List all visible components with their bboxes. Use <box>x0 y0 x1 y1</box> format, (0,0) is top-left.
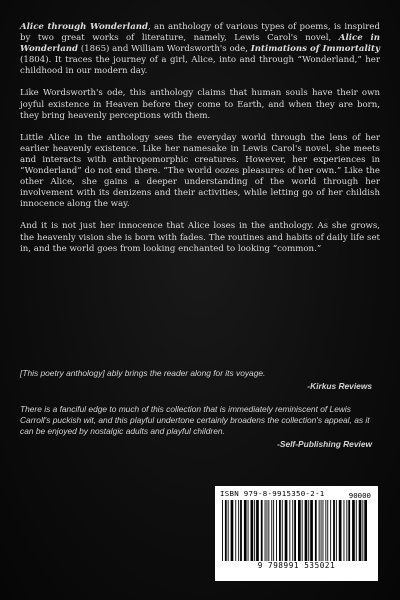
barcode-bar <box>265 500 266 562</box>
barcode-bar <box>336 500 337 562</box>
isbn-barcode <box>215 486 378 581</box>
barcode-bar <box>292 500 293 562</box>
barcode-bar <box>276 500 277 562</box>
barcode-bar <box>359 500 362 562</box>
barcode-bar <box>348 500 350 562</box>
price-code: 90000 <box>348 491 371 500</box>
barcode-bar <box>228 500 229 562</box>
isbn-label: ISBN 979-8-9915350-2-1 <box>220 489 325 498</box>
barcode-bar <box>273 500 274 562</box>
review-quote: There is a fanciful edge to much of this collection that is immediately reminiscent of Lewis Carroll's puckish wit, and this playful undertone certainly broadens the collection's appeal, as it can be enjoyed by nostalgic adults and playful children. <box>20 404 370 436</box>
barcode-bar <box>339 500 342 562</box>
barcode-bar <box>352 500 355 562</box>
review-kirkus <box>20 368 372 392</box>
barcode-bar <box>254 500 255 562</box>
barcode-bar <box>298 500 301 562</box>
barcode-bar <box>308 500 309 562</box>
barcode-bar <box>235 500 236 562</box>
blurb <box>20 22 380 266</box>
review-quote: [This poetry anthology] ably brings the reader along for its voyage. <box>20 368 266 378</box>
blurb-paragraph-4: And it is not just her innocence that Alice loses in the anthology. As she grows, the heavenly vision she is born with fades. The routines and habits of daily life set in, and the world goes from looking enchanted to looking “common.” <box>20 221 380 254</box>
barcode-bar <box>279 500 281 562</box>
barcode-bar <box>346 500 347 562</box>
barcode-bar <box>231 500 234 562</box>
barcode-bar <box>319 500 320 562</box>
referenced-work-novel: Alice in Wonderland <box>20 33 381 55</box>
blurb-text: (1865) and William Wordsworth's ode, <box>78 44 251 55</box>
barcode-bar <box>248 500 249 562</box>
barcode-bar <box>315 500 317 562</box>
barcode-bars <box>220 500 373 562</box>
barcode-bar <box>325 500 326 562</box>
barcode-bar <box>364 500 367 562</box>
barcode-bar <box>225 500 227 562</box>
barcode-bar <box>327 500 328 562</box>
blurb-paragraph-1 <box>20 22 380 77</box>
barcode-bar <box>267 500 268 562</box>
barcode-bar <box>323 500 324 562</box>
barcode-bar <box>344 500 345 562</box>
barcode-digits: 9 798991 535021 <box>220 561 373 570</box>
barcode-bar <box>271 500 272 562</box>
book-title: Alice through Wonderland <box>20 22 149 32</box>
blurb-paragraph-2: Like Wordsworth's ode, this anthology claims that human souls have their own joyful existence in Heaven before they come to Earth, and when they are born, they bring heavenly perceptions with them. <box>20 88 380 121</box>
review-self-publishing <box>20 404 372 450</box>
barcode-bar <box>330 500 331 562</box>
barcode-bar <box>261 500 263 562</box>
review-source: -Self-Publishing Review <box>277 439 372 449</box>
barcode-bar <box>282 500 283 562</box>
barcode-bar <box>222 500 223 562</box>
barcode-bar <box>268 500 269 562</box>
barcode-bar <box>302 500 303 562</box>
blurb-text: (1804). It traces the journey of a girl, Alice, into and through “Wonderland,” her childhood in our modern day. <box>20 55 380 77</box>
barcode-bar <box>356 500 357 562</box>
blurb-paragraph-3: Little Alice in the anthology sees the everyday world through the lens of her earlier heavenly existence. Like her namesake in Lewis Carol's novel, she meets and interacts with anthropomorphic creatures. However, her experiences in “Wonderland” do not end there. “The world oozes pleasures of her own.” Like the other Alice, she gains a deeper understanding of the world through her involvement with its denizens and their activities, while letting go of her childish innocence along the way. <box>20 132 380 210</box>
barcode-bar <box>256 500 259 562</box>
barcode-bar <box>244 500 247 562</box>
barcode-bar <box>362 500 363 562</box>
barcode-bar <box>333 500 335 562</box>
barcode-bar <box>289 500 290 562</box>
barcode-bar <box>310 500 313 562</box>
barcode-bar <box>305 500 308 562</box>
barcode-bar <box>240 500 242 562</box>
barcode-bar <box>251 500 254 562</box>
barcode-bar <box>321 500 322 562</box>
barcode-bar <box>285 500 288 562</box>
blurb-text: , an anthology of various types of poems, is inspired by two great works of literature, namely, Lewis Carol's novel, <box>20 22 380 44</box>
referenced-work-ode: Intimations of Immortality <box>250 44 380 55</box>
barcode-bar <box>238 500 239 562</box>
review-source: -Kirkus Reviews <box>307 381 372 391</box>
barcode-bar <box>294 500 296 562</box>
